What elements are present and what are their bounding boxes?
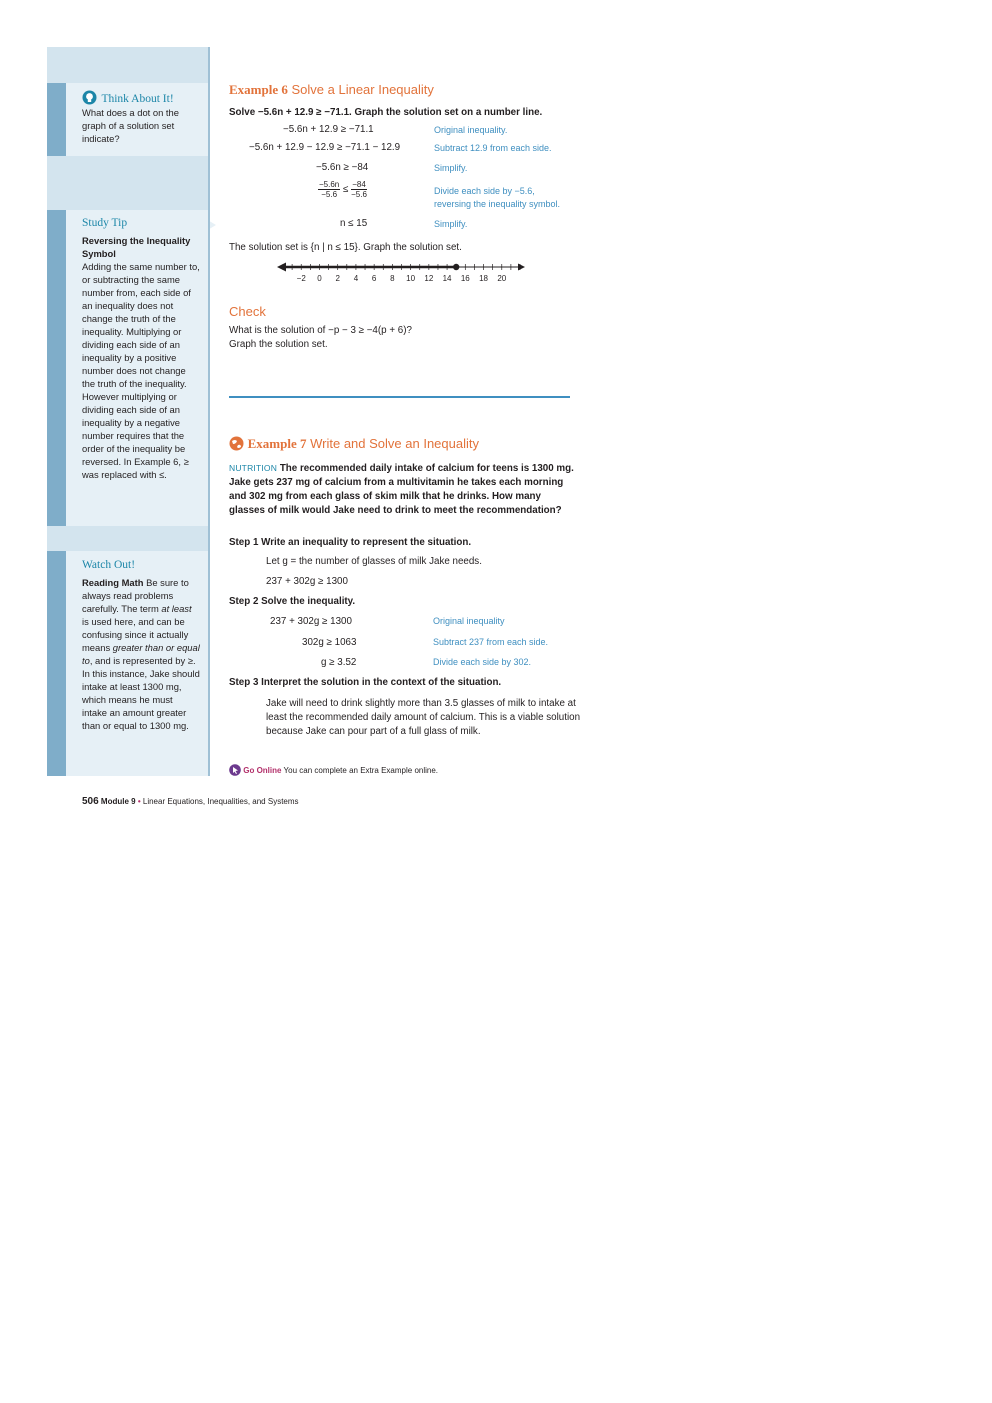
watch-out-title: Watch Out! (82, 559, 136, 571)
number-line-tick-label: 6 (371, 274, 377, 283)
ex6-step-4-note-2: reversing the inequality symbol. (434, 199, 561, 209)
check-title: Check (229, 304, 266, 319)
ex6-step-2-expr: −5.6n + 12.9 − 12.9 ≥ −71.1 − 12.9 (249, 142, 401, 153)
watch-out-text (82, 576, 200, 732)
number-line-tick-label: 12 (424, 274, 434, 283)
globe-icon (229, 436, 244, 451)
example7-problem (229, 461, 574, 518)
study-tip-bar (47, 210, 66, 526)
ex6-step-4-note-1: Divide each side by −5.6, (434, 186, 535, 196)
number-line-tick-label: 20 (497, 274, 507, 283)
example6-prompt: Solve −5.6n + 12.9 ≥ −71.1. Graph the solution set on a number line. (229, 107, 543, 118)
page-footer (82, 796, 299, 807)
ex6-left-num: −5.6n (319, 180, 340, 189)
watch-out-lead: Reading Math (82, 577, 144, 588)
ex6-right-den: −5.6 (351, 190, 367, 199)
example7-problem-text: The recommended daily intake of calcium for teens is 1300 mg. Jake gets 237 mg of calcium from a multivitamin he takes each morning and 302 mg from each glass of skim milk that he drinks. How many glasses of milk would Jake need to drink to meet the recommendation? (229, 463, 574, 516)
check-question: What is the solution of −p − 3 ≥ −4(p + 6)? (229, 325, 412, 336)
ex7-solve-1-note: Original inequality (433, 616, 505, 626)
ex7-interpretation: Jake will need to drink slightly more than 3.5 glasses of milk to intake at least the recommended daily amount of calcium. This is a viable solution because Jake can pour part of a full glass of milk. (266, 698, 581, 737)
study-tip-title: Study Tip (82, 217, 128, 229)
ex6-step-1-expr: −5.6n + 12.9 ≥ −71.1 (283, 124, 374, 135)
number-line-tick-label: 16 (460, 274, 470, 283)
example6-title-text: Solve a Linear Inequality (291, 82, 434, 97)
example7-title (229, 436, 479, 452)
ex6-step-5-expr: n ≤ 15 (340, 218, 368, 229)
watch-out-em-2: greater than or equal to (82, 642, 200, 666)
number-line (275, 258, 530, 288)
think-about-it-title: Think About It! (101, 93, 174, 105)
ex6-step-3-expr: −5.6n ≥ −84 (316, 162, 369, 173)
ex6-right-num: −84 (352, 180, 366, 189)
ex6-right-fraction (351, 180, 367, 199)
section-divider (229, 396, 570, 398)
watch-out-text-2: is used here, and can be confusing since it actually means (82, 616, 189, 653)
watch-out-em-1: at least (161, 603, 192, 614)
watch-out-text-1: Be sure to always read problems carefully. The term (82, 577, 189, 614)
go-online-text: You can complete an Extra Example online. (283, 766, 439, 775)
footer-title: Linear Equations, Inequalities, and Systems (142, 797, 299, 806)
ex7-inequality: 237 + 302g ≥ 1300 (266, 576, 348, 587)
footer-bullet: • (137, 797, 141, 806)
study-tip-text: Adding the same number to, or subtracting the same number from, each side of an inequality does not change the truth of the inequality. Multiplying or dividing each side of an inequality by a positive number does not change the truth of the inequality. However multiplying or dividing each side of an inequality by a negative number requires that the order of the inequality be reversed. In Example 6, ≥ was replaced with ≤. (82, 261, 200, 480)
ex7-solve-3-expr: g ≥ 3.52 (321, 657, 357, 668)
go-online[interactable] (229, 764, 438, 776)
think-about-it-bar (47, 83, 66, 156)
page-number: 506 (82, 796, 99, 807)
number-line-tick-label: 18 (479, 274, 488, 283)
ex7-let-text: Let g = the number of glasses of milk Jake needs. (266, 556, 482, 567)
solution-point (453, 264, 459, 270)
footer-module: Module 9 (100, 797, 136, 806)
ex6-left-fraction (318, 180, 340, 199)
number-line-tick-label: −2 (296, 274, 306, 283)
ex6-step-1-note: Original inequality. (434, 125, 508, 135)
number-line-tick-label: 0 (317, 274, 322, 283)
study-tip-body (82, 234, 200, 481)
think-about-it-text: What does a dot on the graph of a solution set indicate? (82, 107, 179, 144)
ex7-step1: Step 1 Write an inequality to represent the situation. (229, 537, 472, 548)
example7-number: Example 7 (247, 436, 307, 451)
ex6-step-4-fraction (318, 180, 367, 199)
ex7-step2: Step 2 Solve the inequality. (229, 596, 356, 607)
check-instruction: Graph the solution set. (229, 339, 328, 350)
ex7-solve-3-note: Divide each side by 302. (433, 657, 532, 667)
ex7-solve-2-expr: 302g ≥ 1063 (302, 637, 357, 648)
number-line-tick-label: 2 (335, 274, 340, 283)
watch-out-bar (47, 551, 66, 776)
study-tip-heading: Reversing the Inequality Symbol (82, 235, 191, 259)
ex6-step-2-note: Subtract 12.9 from each side. (434, 143, 552, 153)
nutrition-tag: NUTRITION (229, 463, 278, 473)
ex7-solve-2-note: Subtract 237 from each side. (433, 637, 549, 647)
ex6-step-4-note (434, 185, 560, 211)
number-line-tick-label: 8 (390, 274, 395, 283)
ex6-step-5-note: Simplify. (434, 219, 468, 229)
number-line-right-arrow (518, 264, 525, 271)
ex7-solve-1-expr: 237 + 302g ≥ 1300 (270, 616, 352, 627)
ex6-solution-text: The solution set is {n | n ≤ 15}. Graph the solution set. (229, 242, 462, 253)
lightbulb-icon (82, 90, 97, 105)
ex6-step-3-note: Simplify. (434, 163, 468, 173)
solution-ray-arrow (277, 263, 286, 272)
cursor-icon (229, 764, 241, 776)
sidebar-rule (208, 47, 210, 776)
example6-number: Example 6 (229, 82, 288, 97)
number-line-tick-label: 10 (406, 274, 416, 283)
think-about-it-header (82, 89, 174, 107)
number-line-tick-label: 4 (353, 274, 359, 283)
go-online-link[interactable]: Go Online (243, 766, 282, 775)
ex6-frac-op: ≤ (342, 184, 349, 196)
ex6-left-den: −5.6 (321, 190, 338, 199)
example7-title-text: Write and Solve an Inequality (310, 436, 479, 451)
number-line-tick-label: 14 (442, 274, 452, 283)
ex7-step3: Step 3 Interpret the solution in the context of the situation. (229, 677, 502, 688)
example6-title (229, 82, 434, 98)
watch-out-text-3: , and is represented by ≥. In this instance, Jake should intake at least 1300 mg, which means he must intake an amount greater than or equal to 1300 mg. (82, 655, 200, 731)
